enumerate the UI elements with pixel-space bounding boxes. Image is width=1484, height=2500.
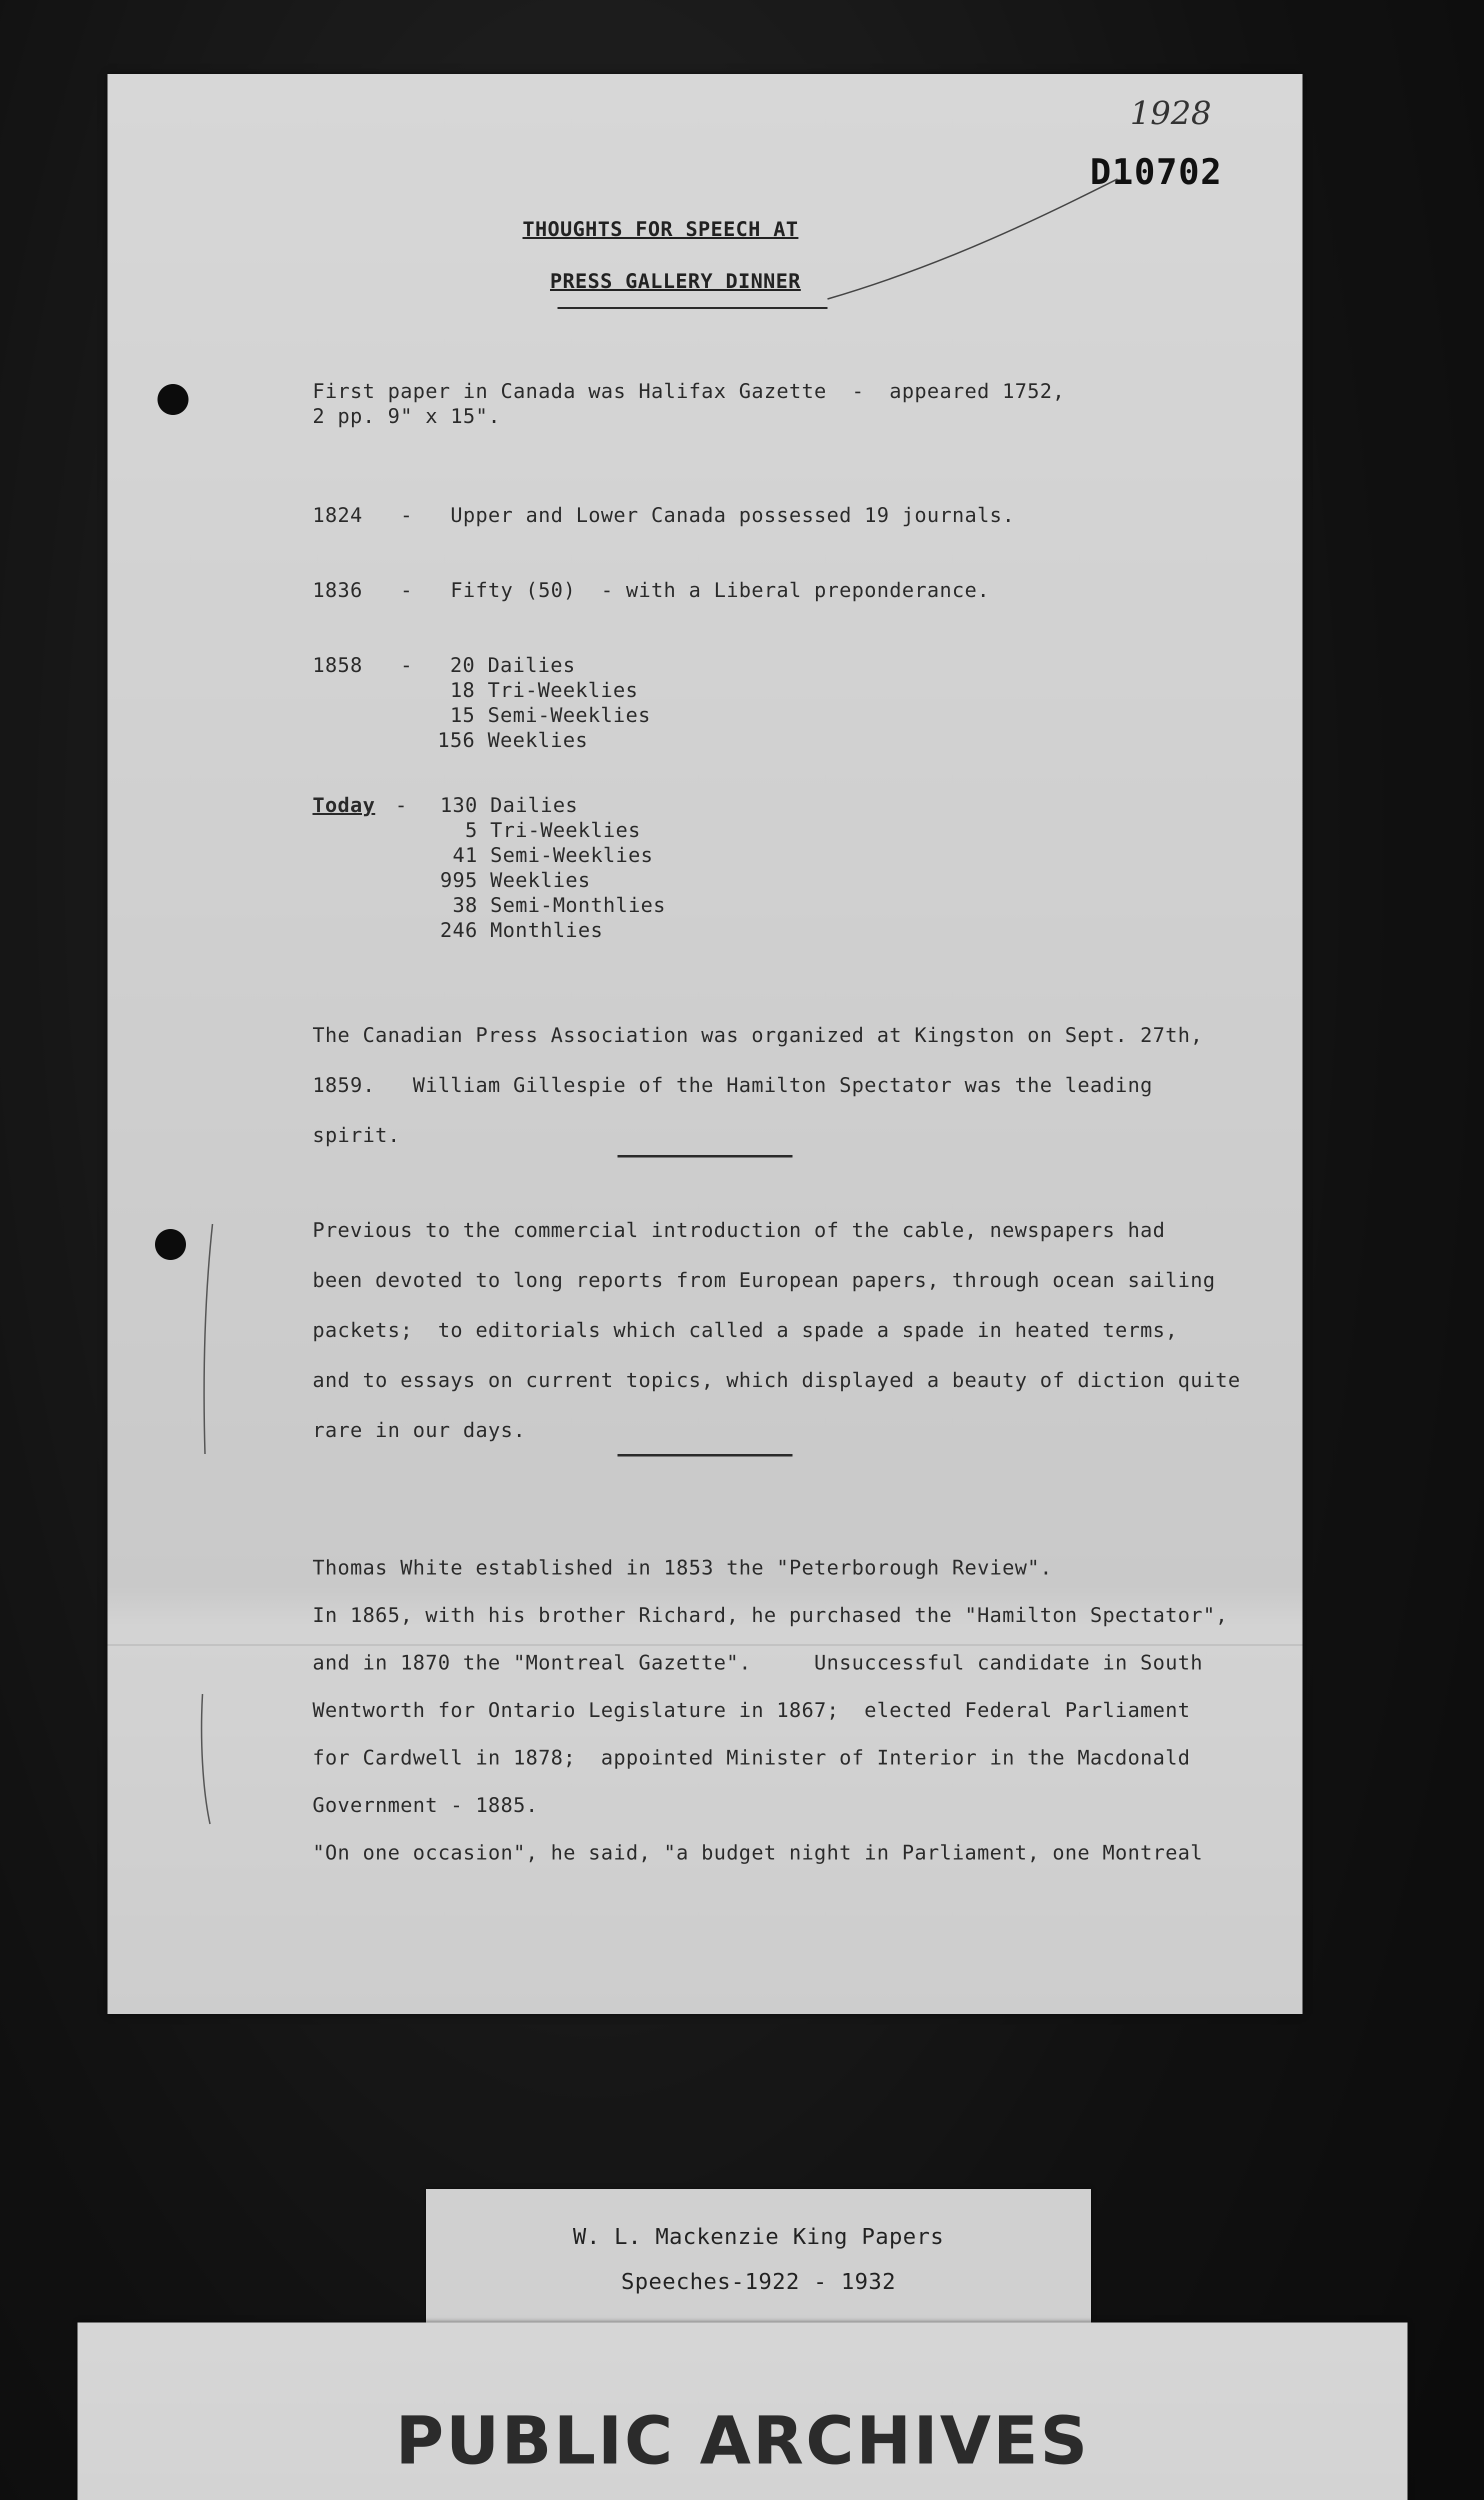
entry-1858-item: 18 Tri-Weeklies [438, 679, 638, 702]
entry-today-item: 41 Semi-Weeklies [428, 844, 654, 867]
title-line-1: THOUGHTS FOR SPEECH AT [522, 218, 798, 241]
section-divider-2 [618, 1454, 792, 1456]
entry-today-item: 130 Dailies [428, 794, 578, 817]
stamp-number: D10702 [1090, 152, 1222, 192]
entry-1858-item: 15 Semi-Weeklies [438, 704, 651, 727]
entry-1858-item: 20 Dailies [438, 654, 576, 677]
handwritten-year: 1928 [1130, 95, 1212, 132]
title-double-underline [558, 307, 828, 309]
entry-today-item: 246 Monthlies [428, 919, 604, 942]
cable-line-1: Previous to the commercial introduction of the cable, newspapers had [312, 1219, 1166, 1242]
entry-today-item: 995 Weeklies [428, 869, 591, 892]
collection-name: W. L. Mackenzie King Papers [572, 2224, 944, 2250]
white-line-6: Government - 1885. [312, 1794, 538, 1817]
entry-today-item: 5 Tri-Weeklies [428, 819, 641, 842]
entry-today-dash: - [382, 794, 408, 817]
page-fold [108, 1644, 1302, 1646]
white-line-3: and in 1870 the "Montreal Gazette". Unsuccessful candidate in South [312, 1652, 1203, 1674]
cable-line-5: rare in our days. [312, 1419, 526, 1442]
collection-series: Speeches-1922 - 1932 [621, 2269, 896, 2294]
title-line-2: PRESS GALLERY DINNER [550, 270, 801, 293]
archives-label [78, 2322, 1408, 2500]
handwritten-pointer-line [822, 174, 1122, 304]
intro-line-2: 2 pp. 9" x 15". [312, 405, 501, 428]
white-line-2: In 1865, with his brother Richard, he purchased the "Hamilton Spectator", [312, 1604, 1228, 1627]
collection-label [426, 2189, 1091, 2324]
margin-pencil-mark-lower [198, 1689, 218, 1829]
entry-today-label: Today [312, 794, 376, 817]
cpa-line-3: spirit. [312, 1124, 400, 1147]
section-divider-1 [618, 1155, 792, 1158]
cable-line-3: packets; to editorials which called a spade a spade in heated terms, [312, 1319, 1178, 1342]
white-line-4: Wentworth for Ontario Legislature in 1867; elected Federal Parliament [312, 1699, 1190, 1722]
entry-1858-item: 156 Weeklies [438, 729, 588, 752]
entry-1858-label: 1858 - [312, 654, 413, 677]
white-line-1: Thomas White established in 1853 the "Peterborough Review". [312, 1556, 1052, 1580]
entry-today-item: 38 Semi-Monthlies [428, 894, 666, 917]
document-page [108, 74, 1302, 2014]
intro-line-1: First paper in Canada was Halifax Gazette - appeared 1752, [312, 380, 1065, 403]
white-line-5: for Cardwell in 1878; appointed Minister of Interior in the Macdonald [312, 1746, 1190, 1770]
archives-english: PUBLIC ARCHIVES [395, 2402, 1090, 2480]
cpa-line-1: The Canadian Press Association was organized at Kingston on Sept. 27th, [312, 1024, 1203, 1047]
cable-line-2: been devoted to long reports from European papers, through ocean sailing [312, 1269, 1216, 1292]
margin-pencil-mark [198, 1219, 218, 1459]
punch-hole-middle [155, 1229, 186, 1260]
cpa-line-2: 1859. William Gillespie of the Hamilton Spectator was the leading [312, 1074, 1153, 1097]
entry-1836: 1836 - Fifty (50) - with a Liberal preponderance. [312, 579, 990, 602]
cable-line-4: and to essays on current topics, which displayed a beauty of diction quite [312, 1369, 1241, 1392]
entry-1824: 1824 - Upper and Lower Canada possessed 19 journals. [312, 504, 1015, 527]
white-line-7: "On one occasion", he said, "a budget night in Parliament, one Montreal [312, 1842, 1203, 1864]
punch-hole-top [158, 384, 188, 415]
